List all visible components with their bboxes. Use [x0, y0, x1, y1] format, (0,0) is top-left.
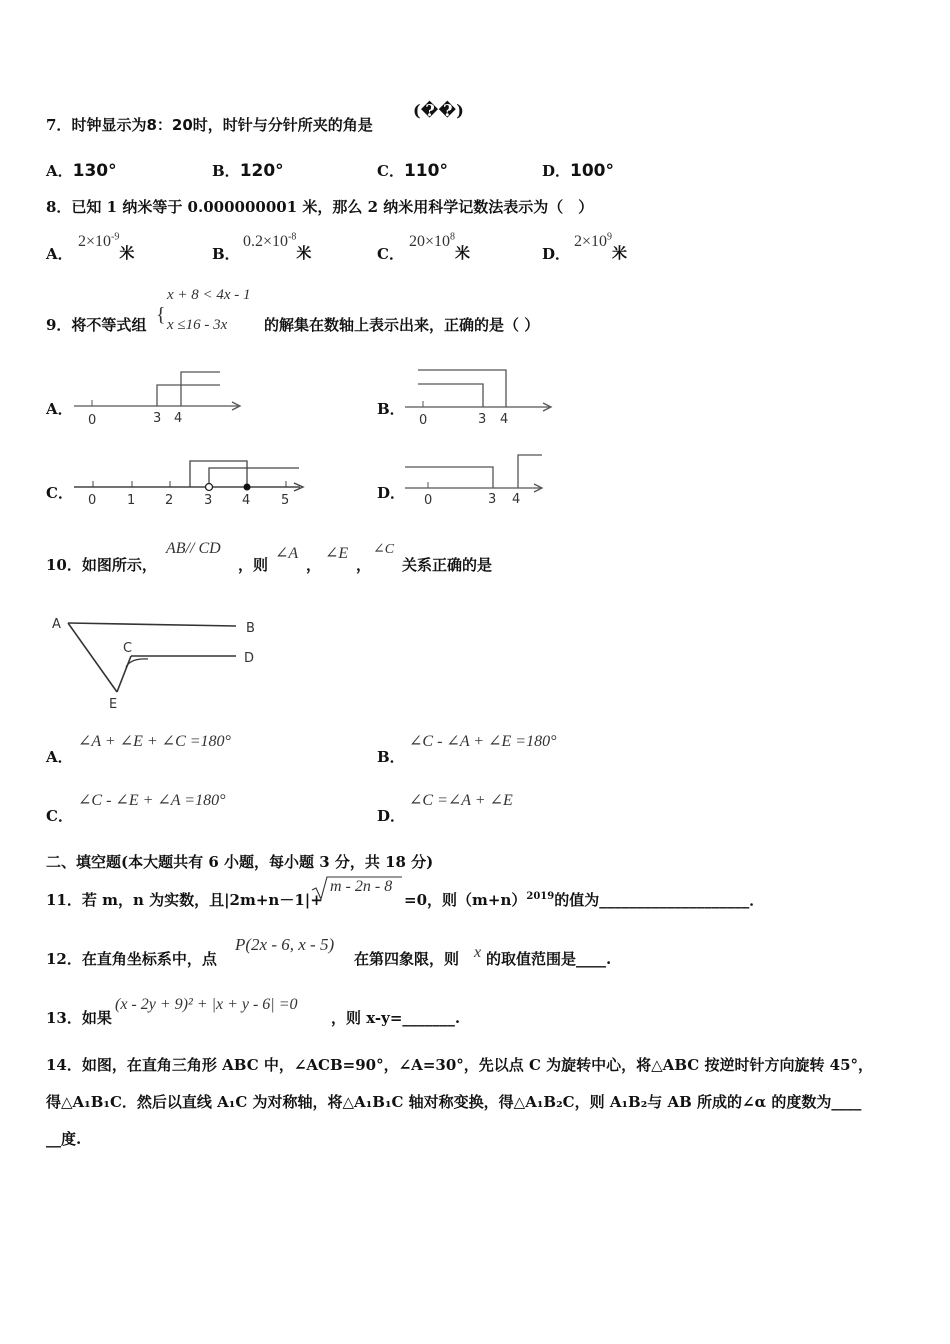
q8-option-c-label[interactable]: C．: [377, 245, 404, 263]
q8-stem: 8．已知 1 纳米等于 0.000000001 米，那么 2 纳米用科学记数法表示为（ ）: [46, 198, 594, 216]
q7-paren: (��): [413, 101, 464, 120]
q10-angle-a: ∠A: [275, 545, 299, 562]
q12-var: x: [474, 944, 482, 961]
q13-expr: (x - 2y + 9)² + |x + y - 6| =0: [115, 996, 298, 1013]
q8-option-d-label[interactable]: D．: [542, 245, 571, 263]
q10-label-c: C: [123, 641, 133, 656]
q8-option-a-label[interactable]: A．: [46, 245, 73, 263]
q10-angle-e: ∠E: [325, 545, 349, 562]
q10-prefix: 10．如图所示，: [46, 556, 157, 574]
q12-mid: 在第四象限，则: [354, 950, 460, 968]
q10-label-d: D: [244, 651, 255, 666]
q11-radicand: m - 2n - 8: [330, 878, 393, 895]
q13-suffix: ，则 x-y=_______.: [331, 1009, 461, 1027]
q10-suffix: 关系正确的是: [402, 556, 493, 574]
q8-option-b-label[interactable]: B．: [212, 245, 240, 263]
q9b-tick-0: 0: [419, 413, 428, 428]
q10-label-e: E: [109, 697, 118, 712]
q10-label-b: B: [246, 621, 255, 636]
q10-option-c-label[interactable]: C．: [46, 807, 73, 825]
q10-option-a-label[interactable]: A．: [46, 748, 73, 766]
q8-option-c-value: $20\times 10^8$米: [409, 231, 471, 262]
q10-comma1: ，则: [238, 556, 269, 574]
q9-suffix: 的解集在数轴上表示出来，正确的是（ ）: [264, 316, 540, 334]
q10-option-a-expr: ∠A + ∠E + ∠C =180°: [78, 733, 231, 750]
q7-option-d[interactable]: D．100°: [542, 161, 615, 181]
q14-line3: __度.: [46, 1130, 82, 1148]
q9c-tick-5: 5: [281, 493, 290, 508]
q10-comma2: ，: [306, 556, 322, 574]
q9-option-a-label[interactable]: A．: [46, 400, 73, 418]
q9b-tick-4: 4: [500, 412, 509, 427]
q14-line2: 得△A₁B₁C．然后以直线 A₁C 为对称轴，将△A₁B₁C 轴对称变换，得△A₁B₂C，则 A₁B₂与 AB 所成的∠α 的度数为____: [46, 1093, 862, 1111]
q14-line1: 14．如图，在直角三角形 ABC 中，∠ACB=90°，∠A=30°，先以点 C 为旋转中心，将△ABC 按逆时针方向旋转 45°，: [46, 1056, 874, 1074]
q10-option-b-expr: ∠C - ∠A + ∠E =180°: [409, 733, 557, 750]
q7-option-b[interactable]: B．120°: [212, 161, 284, 181]
q9c-tick-1: 1: [127, 493, 136, 508]
q8-option-d-value: $2\times 10^9$米: [574, 231, 628, 262]
q7-text2: 时，时针与分针所夹的角是: [192, 116, 373, 134]
q10-option-d-label[interactable]: D．: [377, 807, 406, 825]
q9d-tick-3: 3: [488, 492, 497, 507]
q9-option-b-label[interactable]: B．: [377, 400, 405, 418]
q10-label-a: A: [52, 617, 61, 632]
q9d-tick-4: 4: [512, 492, 521, 507]
q9-brace: {: [156, 304, 166, 326]
q7-number: 7．: [46, 116, 72, 134]
q10-comma3: ，: [356, 556, 372, 574]
q10-angle-c: ∠C: [373, 542, 395, 557]
q9-prefix: 9．将不等式组: [46, 316, 147, 334]
q7-text: 时钟显示为: [71, 116, 147, 134]
q7-option-a[interactable]: A．130°: [46, 161, 117, 181]
q10-option-c-expr: ∠C - ∠E + ∠A =180°: [78, 792, 226, 809]
q8-option-a-value: $2\times 10^{-9}$米: [78, 231, 135, 262]
q11-prefix: 11．若 m，n 为实数，且|2m+n－1|+: [46, 891, 323, 909]
q8-option-b-value: $0.2\times 10^{-8}$米: [243, 231, 312, 262]
q7-option-c[interactable]: C．110°: [377, 161, 448, 181]
q9-inequality-2: x ≤16 - 3x: [167, 317, 228, 333]
q9c-tick-2: 2: [165, 493, 174, 508]
q11-suffix: =0，则$(m+n)^{2019}$的值为____________________．: [404, 891, 765, 909]
q10-option-d-expr: ∠C =∠A + ∠E: [409, 792, 513, 809]
q7-time: 8：20: [146, 116, 193, 134]
q9c-tick-0: 0: [88, 493, 97, 508]
q10-option-b-label[interactable]: B．: [377, 748, 405, 766]
section2-title: 二、填空题(本大题共有 6 小题，每小题 3 分，共 18 分): [46, 853, 434, 871]
q13-prefix: 13．如果: [46, 1009, 112, 1027]
q12-suffix: 的取值范围是____.: [486, 950, 612, 968]
q9-option-d-label[interactable]: D．: [377, 484, 406, 502]
q9c-tick-3: 3: [204, 493, 213, 508]
q9-option-c-label[interactable]: C．: [46, 484, 73, 502]
q9a-tick-4: 4: [174, 411, 183, 426]
q9a-tick-3: 3: [153, 411, 162, 426]
q9a-tick-0: 0: [88, 413, 97, 428]
q12-point: P(2x - 6, x - 5): [235, 935, 335, 954]
q9d-tick-0: 0: [424, 493, 433, 508]
q9c-tick-4: 4: [242, 493, 251, 508]
q10-parallel: AB// CD: [166, 540, 221, 557]
q9b-tick-3: 3: [478, 412, 487, 427]
q9-inequality-1: x + 8 < 4x - 1: [167, 287, 251, 303]
q12-prefix: 12．在直角坐标系中，点: [46, 950, 217, 968]
